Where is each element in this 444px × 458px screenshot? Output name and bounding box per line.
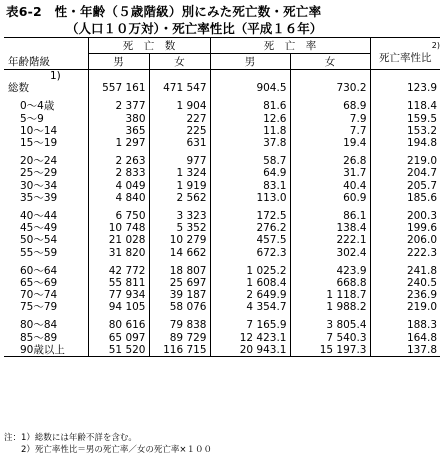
age-header-cell	[4, 38, 88, 70]
header-row-1	[4, 38, 440, 54]
total-row	[4, 82, 440, 94]
deaths-female: 225	[149, 125, 210, 137]
ratio: 153.2	[370, 125, 440, 137]
footnote-1: 注：1）総数には年齢不詳を含む。	[4, 433, 137, 443]
deaths-male: 80 616	[88, 319, 149, 331]
age-label: 0～4歳	[20, 100, 55, 113]
rate-male: 83.1	[210, 180, 290, 192]
deaths-male: 4 049	[88, 180, 149, 192]
age-label: 65～69	[20, 276, 58, 289]
age-header: 年齢階級	[8, 56, 50, 68]
ratio: 164.8	[370, 332, 440, 344]
ratio: 219.0	[370, 155, 440, 167]
age-label: 15～19	[20, 137, 58, 150]
table-row	[4, 301, 440, 313]
age-label: 45～49	[20, 222, 58, 235]
rate-male: 37.8	[210, 137, 290, 149]
rate-male: 672.3	[210, 246, 290, 258]
table-row	[4, 277, 440, 289]
rate-male: 20 943.1	[210, 344, 290, 357]
rate-male: 12 423.1	[210, 332, 290, 344]
age-label: 75～79	[20, 301, 58, 314]
deaths-female: 39 187	[149, 289, 210, 301]
ratio: 137.8	[370, 344, 440, 357]
rate-male: 1 025.2	[210, 265, 290, 277]
deaths-female: 79 838	[149, 319, 210, 331]
rate-female: 19.4	[290, 137, 370, 149]
mortality-table	[4, 37, 440, 357]
table-body	[4, 70, 440, 357]
ratio: 240.5	[370, 277, 440, 289]
deaths-female-header: 女	[149, 54, 210, 70]
table-row	[4, 332, 440, 344]
rate-female: 423.9	[290, 265, 370, 277]
table-row	[4, 192, 440, 204]
deaths-male: 31 820	[88, 246, 149, 258]
table-row	[4, 210, 440, 222]
footnotes	[4, 432, 212, 456]
deaths-female: 14 662	[149, 246, 210, 258]
deaths-male-header: 男	[88, 54, 149, 70]
rate-female: 7 540.3	[290, 332, 370, 344]
rate-female: 68.9	[290, 100, 370, 112]
total-ratio: 123.9	[370, 82, 440, 94]
rate-male: 7 165.9	[210, 319, 290, 331]
rate-female: 302.4	[290, 246, 370, 258]
ratio: 205.7	[370, 180, 440, 192]
ratio: 204.7	[370, 167, 440, 179]
age-label: 30～34	[20, 179, 58, 192]
ratio: 159.5	[370, 113, 440, 125]
deaths-male: 2 263	[88, 155, 149, 167]
ratio: 185.6	[370, 192, 440, 204]
table-row	[4, 265, 440, 277]
table-title: 表6-2 性・年齢（５歳階級）別にみた死亡数・死亡率	[6, 4, 322, 19]
rate-female: 138.4	[290, 222, 370, 234]
deaths-male: 4 840	[88, 192, 149, 204]
age-label: 10～14	[20, 124, 58, 137]
age-label: 60～64	[20, 264, 58, 277]
total-label: 総数	[8, 82, 29, 95]
deaths-male: 365	[88, 125, 149, 137]
deaths-female: 227	[149, 113, 210, 125]
table-row	[4, 234, 440, 246]
deaths-male: 10 748	[88, 222, 149, 234]
deaths-male: 1 297	[88, 137, 149, 149]
deaths-female: 10 279	[149, 234, 210, 246]
ratio: 118.4	[370, 100, 440, 112]
rate-female: 60.9	[290, 192, 370, 204]
rate-female: 40.4	[290, 180, 370, 192]
total-rate-male: 904.5	[210, 82, 290, 94]
deaths-female: 116 715	[149, 344, 210, 357]
ratio: 241.8	[370, 265, 440, 277]
total-deaths-male: 557 161	[88, 82, 149, 94]
deaths-female: 631	[149, 137, 210, 149]
deaths-female: 1 324	[149, 167, 210, 179]
table-row	[4, 113, 440, 125]
table-row	[4, 100, 440, 112]
rate-header: 死 亡 率	[210, 38, 370, 54]
ratio: 188.3	[370, 319, 440, 331]
age-label: 40～44	[20, 209, 58, 222]
deaths-male: 55 811	[88, 277, 149, 289]
deaths-female: 1 919	[149, 180, 210, 192]
table-row	[4, 155, 440, 167]
age-label: 70～74	[20, 289, 58, 302]
ratio: 194.8	[370, 137, 440, 149]
deaths-female: 977	[149, 155, 210, 167]
deaths-header: 死 亡 数	[88, 38, 210, 54]
table-row	[4, 125, 440, 137]
rate-female: 1 118.7	[290, 289, 370, 301]
age-label: 20～24	[20, 155, 58, 168]
ratio: 236.9	[370, 289, 440, 301]
rate-male: 58.7	[210, 155, 290, 167]
total-note-row	[4, 70, 440, 83]
rate-male: 276.2	[210, 222, 290, 234]
table-row	[4, 319, 440, 331]
deaths-male: 42 772	[88, 265, 149, 277]
rate-male: 2 649.9	[210, 289, 290, 301]
rate-female: 3 805.4	[290, 319, 370, 331]
deaths-female: 3 323	[149, 210, 210, 222]
rate-female: 668.8	[290, 277, 370, 289]
deaths-male: 2 833	[88, 167, 149, 179]
table-row	[4, 180, 440, 192]
rate-male: 11.8	[210, 125, 290, 137]
rate-female: 7.7	[290, 125, 370, 137]
rate-female: 7.9	[290, 113, 370, 125]
deaths-male: 65 097	[88, 332, 149, 344]
ratio: 222.3	[370, 246, 440, 258]
table-row	[4, 222, 440, 234]
total-note-marker: 1)	[50, 70, 61, 83]
deaths-female: 89 729	[149, 332, 210, 344]
deaths-male: 380	[88, 113, 149, 125]
age-label: 55～59	[20, 246, 58, 259]
table-row	[4, 167, 440, 179]
deaths-female: 25 697	[149, 277, 210, 289]
ratio: 219.0	[370, 301, 440, 313]
rate-female: 86.1	[290, 210, 370, 222]
ratio-note-marker: 2)	[431, 41, 440, 50]
total-rate-female: 730.2	[290, 82, 370, 94]
table-row	[4, 289, 440, 301]
rate-female: 15 197.3	[290, 344, 370, 357]
rate-female: 26.8	[290, 155, 370, 167]
deaths-male: 94 105	[88, 301, 149, 313]
age-label: 85～89	[20, 331, 58, 344]
rate-male: 172.5	[210, 210, 290, 222]
deaths-female: 2 562	[149, 192, 210, 204]
ratio: 200.3	[370, 210, 440, 222]
age-label: 25～29	[20, 167, 58, 180]
table-row	[4, 137, 440, 149]
deaths-female: 18 807	[149, 265, 210, 277]
deaths-male: 2 377	[88, 100, 149, 112]
deaths-female: 5 352	[149, 222, 210, 234]
rate-male: 113.0	[210, 192, 290, 204]
age-label: 5～9	[20, 112, 44, 125]
deaths-male: 21 028	[88, 234, 149, 246]
rate-female: 31.7	[290, 167, 370, 179]
rate-male: 12.6	[210, 113, 290, 125]
rate-female: 1 988.2	[290, 301, 370, 313]
deaths-female: 58 076	[149, 301, 210, 313]
age-label: 50～54	[20, 234, 58, 247]
table-row	[4, 246, 440, 258]
ratio-header: 死亡率性比	[379, 52, 432, 64]
ratio: 206.0	[370, 234, 440, 246]
rate-female-header: 女	[290, 54, 370, 70]
rate-male: 81.6	[210, 100, 290, 112]
deaths-male: 51 520	[88, 344, 149, 357]
rate-male-header: 男	[210, 54, 290, 70]
rate-male: 4 354.7	[210, 301, 290, 313]
table-row	[4, 344, 440, 357]
deaths-male: 77 934	[88, 289, 149, 301]
deaths-female: 1 904	[149, 100, 210, 112]
rate-male: 457.5	[210, 234, 290, 246]
table-subtitle: （人口１０万対）・死亡率性比（平成１６年）	[66, 21, 323, 36]
age-label: 90歳以上	[4, 344, 88, 357]
age-label: 35～39	[20, 191, 58, 204]
rate-male: 64.9	[210, 167, 290, 179]
ratio: 199.6	[370, 222, 440, 234]
rate-male: 1 608.4	[210, 277, 290, 289]
ratio-header-cell	[370, 38, 440, 70]
deaths-male: 6 750	[88, 210, 149, 222]
footnote-2: 2）死亡率性比＝男の死亡率／女の死亡率×１００	[4, 445, 213, 455]
age-label: 80～84	[20, 319, 58, 332]
rate-female: 222.1	[290, 234, 370, 246]
total-deaths-female: 471 547	[149, 82, 210, 94]
